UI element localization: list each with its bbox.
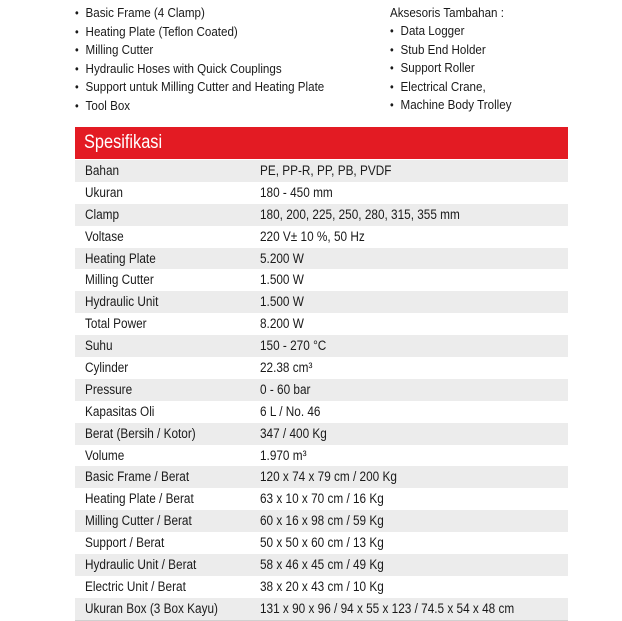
spec-label: Voltase xyxy=(85,228,124,244)
table-row xyxy=(75,532,568,554)
spec-value: 120 x 74 x 79 cm / 200 Kg xyxy=(260,469,397,485)
table-row xyxy=(75,445,568,467)
spec-value: 180, 200, 225, 250, 280, 315, 355 mm xyxy=(260,206,460,222)
spec-value: 50 x 50 x 60 cm / 13 Kg xyxy=(260,535,384,551)
list-item: • Electrical Crane, xyxy=(390,78,512,97)
spec-label: Total Power xyxy=(85,316,147,332)
included-items-list xyxy=(75,4,358,116)
spec-label: Milling Cutter xyxy=(85,272,154,288)
table-row xyxy=(75,269,568,291)
spec-label: Ukuran xyxy=(85,184,123,200)
list-item: • Hydraulic Hoses with Quick Couplings xyxy=(75,60,324,79)
spec-value: 180 - 450 mm xyxy=(260,184,333,200)
list-item: • Heating Plate (Teflon Coated) xyxy=(75,23,324,42)
table-row xyxy=(75,554,568,576)
spec-label: Suhu xyxy=(85,338,113,354)
spec-label: Support / Berat xyxy=(85,535,165,551)
table-row xyxy=(75,313,568,335)
spec-value: 63 x 10 x 70 cm / 16 Kg xyxy=(260,491,384,507)
table-row xyxy=(75,401,568,423)
spec-label: Berat (Bersih / Kotor) xyxy=(85,425,196,441)
list-item: • Basic Frame (4 Clamp) xyxy=(75,4,324,23)
spec-value: 5.200 W xyxy=(260,250,304,266)
list-item: • Milling Cutter xyxy=(75,41,324,60)
spec-value: 38 x 20 x 43 cm / 10 Kg xyxy=(260,578,384,594)
list-item: • Tool Box xyxy=(75,97,324,116)
spec-value: 0 - 60 bar xyxy=(260,381,311,397)
spec-label: Milling Cutter / Berat xyxy=(85,513,192,529)
spec-table xyxy=(75,160,568,620)
spec-value: 60 x 16 x 98 cm / 59 Kg xyxy=(260,513,384,529)
spec-value: 1.970 m³ xyxy=(260,447,307,463)
list-item: • Support Roller xyxy=(390,59,512,78)
table-row xyxy=(75,423,568,445)
spec-label: Hydraulic Unit xyxy=(85,294,159,310)
spec-label: Cylinder xyxy=(85,360,129,376)
table-row xyxy=(75,576,568,598)
spec-value: 220 V± 10 %, 50 Hz xyxy=(260,228,365,244)
spec-label: Volume xyxy=(85,447,125,463)
table-row xyxy=(75,466,568,488)
spec-label: Bahan xyxy=(85,163,120,178)
table-row xyxy=(75,248,568,270)
spec-label: Kapasitas Oli xyxy=(85,403,155,419)
accessories-list xyxy=(390,22,528,115)
spec-value: 1.500 W xyxy=(260,272,304,288)
spec-label: Ukuran Box (3 Box Kayu) xyxy=(85,600,218,616)
spec-label: Electric Unit / Berat xyxy=(85,578,186,594)
table-row xyxy=(75,335,568,357)
spec-label: Pressure xyxy=(85,381,133,397)
spec-value: 150 - 270 °C xyxy=(260,338,327,354)
spec-value: 1.500 W xyxy=(260,294,304,310)
list-item: • Data Logger xyxy=(390,22,512,41)
spec-value: 6 L / No. 46 xyxy=(260,403,321,419)
product-contents xyxy=(0,0,622,124)
spec-value: 58 x 46 x 45 cm / 49 Kg xyxy=(260,557,384,573)
table-row xyxy=(75,182,568,204)
table-row xyxy=(75,510,568,532)
spec-value: 131 x 90 x 96 / 94 x 55 x 123 / 74.5 x 54 x 48 cm xyxy=(260,600,515,616)
spec-label: Heating Plate / Berat xyxy=(85,491,194,507)
table-row xyxy=(75,291,568,313)
table-row xyxy=(75,379,568,401)
spec-value: 8.200 W xyxy=(260,316,304,332)
spec-label: Heating Plate xyxy=(85,250,156,266)
spec-label: Basic Frame / Berat xyxy=(85,469,190,485)
spec-label: Hydraulic Unit / Berat xyxy=(85,557,197,573)
spec-label: Clamp xyxy=(85,206,120,222)
table-row xyxy=(75,226,568,248)
table-row xyxy=(75,204,568,226)
accessories-title: Aksesoris Tambahan : xyxy=(390,5,504,20)
list-item: • Support untuk Milling Cutter and Heating Plate xyxy=(75,78,324,97)
list-item-continuation: • Machine Body Trolley xyxy=(390,96,512,115)
spec-value: 22.38 cm³ xyxy=(260,360,313,376)
spec-value: 347 / 400 Kg xyxy=(260,425,327,441)
spec-value: PE, PP-R, PP, PB, PVDF xyxy=(260,163,392,178)
table-row xyxy=(75,160,568,182)
spec-title: Spesifikasi xyxy=(84,132,163,153)
list-item: • Stub End Holder xyxy=(390,41,512,60)
table-row xyxy=(75,488,568,510)
table-row xyxy=(75,598,568,620)
table-row xyxy=(75,357,568,379)
spec-header xyxy=(75,127,568,159)
